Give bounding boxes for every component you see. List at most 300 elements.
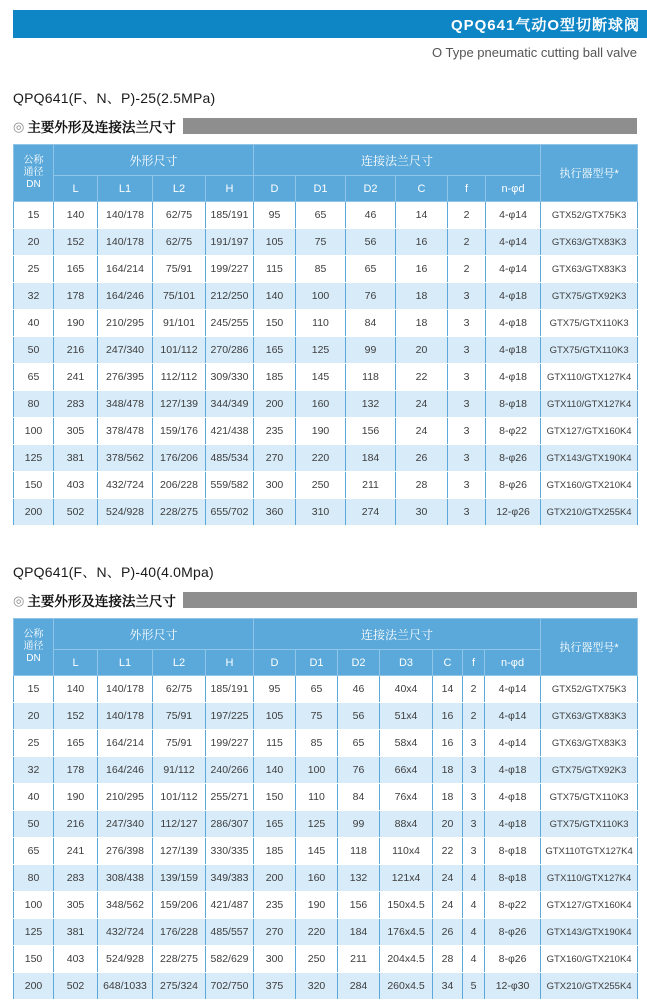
actuator-model-cell: GTX110/GTX127K4	[541, 364, 638, 391]
dn-cell: 65	[14, 838, 54, 865]
dimension-cell: 2	[463, 703, 485, 730]
dn-cell: 65	[14, 364, 54, 391]
dimension-cell: 3	[463, 730, 485, 757]
column-header-f: f	[448, 176, 486, 202]
dimension-cell: 204x4.5	[380, 946, 433, 973]
flange-dims-group-header: 连接法兰尺寸	[254, 145, 541, 176]
dimension-cell: 240/266	[206, 757, 254, 784]
dimension-cell: 76	[338, 757, 380, 784]
dimension-cell: 3	[448, 310, 486, 337]
dimension-cell: 4	[463, 892, 485, 919]
dn-cell: 125	[14, 445, 54, 472]
column-header-l2: L2	[153, 176, 206, 202]
dn-cell: 100	[14, 892, 54, 919]
column-header-d2: D2	[346, 176, 396, 202]
dimension-cell: 184	[338, 919, 380, 946]
table-row	[14, 892, 638, 919]
dn-cell: 32	[14, 283, 54, 310]
dimension-cell: 4-φ18	[485, 757, 541, 784]
dn-cell: 25	[14, 256, 54, 283]
dimension-cell: 378/562	[98, 445, 153, 472]
table-row	[14, 757, 638, 784]
dn-cell: 32	[14, 757, 54, 784]
dimension-cell: 140/178	[98, 229, 153, 256]
dimension-cell: 185	[254, 364, 296, 391]
dimension-cell: 3	[448, 499, 486, 526]
dimension-cell: 403	[54, 946, 98, 973]
page-subtitle: O Type pneumatic cutting ball valve	[432, 45, 637, 60]
dimension-cell: 12-φ26	[486, 499, 541, 526]
dn-cell: 150	[14, 472, 54, 499]
dimension-cell: 559/582	[206, 472, 254, 499]
dimension-cell: 485/557	[206, 919, 254, 946]
actuator-model-cell: GTX110/GTX127K4	[541, 865, 638, 892]
dimension-cell: 3	[448, 418, 486, 445]
dimension-cell: 165	[254, 337, 296, 364]
dimension-cell: 110	[296, 310, 346, 337]
dimension-cell: 247/340	[98, 811, 153, 838]
dimension-cell: 160	[296, 391, 346, 418]
dimension-cell: 199/227	[206, 730, 254, 757]
dimension-cell: 283	[54, 391, 98, 418]
dimension-cell: 152	[54, 229, 98, 256]
dimension-cell: 62/75	[153, 676, 206, 703]
dimension-cell: 46	[346, 202, 396, 229]
table-row	[14, 676, 638, 703]
dimension-cell: 16	[433, 703, 463, 730]
dimension-cell: 16	[396, 256, 448, 283]
column-header-c: C	[396, 176, 448, 202]
dimension-cell: 145	[296, 364, 346, 391]
dimension-cell: 58x4	[380, 730, 433, 757]
dimension-cell: 100	[296, 757, 338, 784]
dimension-cell: 360	[254, 499, 296, 526]
dimension-cell: 76	[346, 283, 396, 310]
table-row	[14, 202, 638, 229]
dimension-cell: 115	[254, 256, 296, 283]
dimension-cell: 4	[463, 919, 485, 946]
dimension-cell: 95	[254, 676, 296, 703]
dimension-cell: 4-φ14	[485, 703, 541, 730]
dimension-cell: 16	[396, 229, 448, 256]
dimension-cell: 3	[448, 283, 486, 310]
dn-cell: 200	[14, 499, 54, 526]
actuator-model-cell: GTX143/GTX190K4	[541, 445, 638, 472]
dimension-cell: 348/478	[98, 391, 153, 418]
column-header-h: H	[206, 650, 254, 676]
dimension-cell: 199/227	[206, 256, 254, 283]
dimension-cell: 286/307	[206, 811, 254, 838]
dimension-cell: 8-φ26	[486, 472, 541, 499]
column-header-l2: L2	[153, 650, 206, 676]
dn-cell: 20	[14, 703, 54, 730]
dimension-cell: 110x4	[380, 838, 433, 865]
dimension-cell: 127/139	[153, 838, 206, 865]
dimension-cell: 56	[338, 703, 380, 730]
dimension-cell: 30	[396, 499, 448, 526]
actuator-model-cell: GTX75/GTX92K3	[541, 283, 638, 310]
dimension-cell: 139/159	[153, 865, 206, 892]
dimension-cell: 648/1033	[98, 973, 153, 1000]
dimension-cell: 24	[396, 391, 448, 418]
dimension-cell: 211	[338, 946, 380, 973]
column-header-h: H	[206, 176, 254, 202]
dimension-cell: 381	[54, 919, 98, 946]
section-divider-bar	[183, 118, 637, 134]
actuator-model-cell: GTX210/GTX255K4	[541, 499, 638, 526]
column-header-d: D	[254, 176, 296, 202]
dimension-cell: 95	[254, 202, 296, 229]
section-label: 主要外形及连接法兰尺寸	[27, 120, 176, 135]
dimension-cell: 212/250	[206, 283, 254, 310]
table-row	[14, 229, 638, 256]
actuator-model-cell: GTX127/GTX160K4	[541, 418, 638, 445]
dimension-cell: 3	[448, 445, 486, 472]
dn-cell: 125	[14, 919, 54, 946]
dimension-cell: 220	[296, 445, 346, 472]
dimension-cell: 270	[254, 919, 296, 946]
dimension-cell: 8-φ26	[485, 919, 541, 946]
dimension-cell: 211	[346, 472, 396, 499]
model-heading-pn25: QPQ641(F、N、P)-25(2.5MPa)	[13, 90, 216, 106]
table-row	[14, 838, 638, 865]
actuator-model-cell: GTX52/GTX75K3	[541, 676, 638, 703]
bullet-icon: ◎	[13, 592, 25, 608]
dimension-cell: 140/178	[98, 703, 153, 730]
dn-cell: 15	[14, 202, 54, 229]
dimension-cell: 24	[396, 418, 448, 445]
dimension-cell: 20	[433, 811, 463, 838]
dimension-cell: 51x4	[380, 703, 433, 730]
dimension-cell: 4-φ18	[486, 364, 541, 391]
table-row	[14, 784, 638, 811]
dn-cell: 100	[14, 418, 54, 445]
table-row	[14, 499, 638, 526]
dimension-cell: 3	[448, 472, 486, 499]
table-row	[14, 445, 638, 472]
dimension-cell: 197/225	[206, 703, 254, 730]
dn-cell: 80	[14, 391, 54, 418]
dimension-cell: 284	[338, 973, 380, 1000]
dn-cell: 25	[14, 730, 54, 757]
dimension-cell: 65	[338, 730, 380, 757]
table-row	[14, 811, 638, 838]
dimension-cell: 76x4	[380, 784, 433, 811]
dimension-cell: 247/340	[98, 337, 153, 364]
dimension-cell: 8-φ18	[485, 865, 541, 892]
actuator-model-cell: GTX63/GTX83K3	[541, 256, 638, 283]
dimension-cell: 75/91	[153, 256, 206, 283]
dimension-cell: 14	[433, 676, 463, 703]
dimension-cell: 330/335	[206, 838, 254, 865]
dimension-cell: 125	[296, 337, 346, 364]
column-header-l1: L1	[98, 650, 153, 676]
dimension-cell: 206/228	[153, 472, 206, 499]
actuator-model-header: 执行器型号*	[541, 619, 638, 676]
dimension-cell: 88x4	[380, 811, 433, 838]
outline-dims-group-header: 外形尺寸	[54, 145, 254, 176]
dimension-cell: 152	[54, 703, 98, 730]
dimension-cell: 8-φ18	[485, 838, 541, 865]
dimension-cell: 164/246	[98, 757, 153, 784]
dimension-cell: 118	[346, 364, 396, 391]
dimension-cell: 184	[346, 445, 396, 472]
dimension-cell: 3	[448, 391, 486, 418]
dimension-cell: 2	[448, 202, 486, 229]
dimension-cell: 348/562	[98, 892, 153, 919]
dimensions-table-pn25	[13, 144, 638, 526]
dn-cell: 80	[14, 865, 54, 892]
dimension-cell: 34	[433, 973, 463, 1000]
dimension-cell: 26	[396, 445, 448, 472]
dimension-cell: 502	[54, 973, 98, 1000]
dimension-cell: 12-φ30	[485, 973, 541, 1000]
column-header-n-φd: n-φd	[486, 176, 541, 202]
actuator-model-cell: GTX75/GTX110K3	[541, 784, 638, 811]
table-row	[14, 283, 638, 310]
dimensions-table-pn40	[13, 618, 638, 1000]
dimension-cell: 56	[346, 229, 396, 256]
actuator-model-cell: GTX75/GTX110K3	[541, 811, 638, 838]
dimension-cell: 99	[338, 811, 380, 838]
dimension-cell: 305	[54, 892, 98, 919]
dimension-cell: 91/112	[153, 757, 206, 784]
dimension-cell: 300	[254, 472, 296, 499]
dimension-cell: 178	[54, 283, 98, 310]
dimension-cell: 524/928	[98, 946, 153, 973]
dimension-cell: 65	[296, 202, 346, 229]
table-row	[14, 256, 638, 283]
dimension-cell: 121x4	[380, 865, 433, 892]
section-bar-pn25	[13, 116, 637, 136]
dimension-cell: 582/629	[206, 946, 254, 973]
column-header-d3: D3	[380, 650, 433, 676]
dimension-cell: 485/534	[206, 445, 254, 472]
dimension-cell: 344/349	[206, 391, 254, 418]
dimension-cell: 432/724	[98, 919, 153, 946]
dimension-cell: 118	[338, 838, 380, 865]
dimension-cell: 176/206	[153, 445, 206, 472]
dimension-cell: 190	[54, 310, 98, 337]
dimension-cell: 228/275	[153, 499, 206, 526]
dimension-cell: 110	[296, 784, 338, 811]
actuator-model-cell: GTX52/GTX75K3	[541, 202, 638, 229]
dimension-cell: 210/295	[98, 310, 153, 337]
dn-cell: 50	[14, 811, 54, 838]
dimension-cell: 24	[433, 892, 463, 919]
dimension-cell: 156	[346, 418, 396, 445]
dimension-cell: 112/112	[153, 364, 206, 391]
dimension-cell: 8-φ22	[486, 418, 541, 445]
dimension-cell: 655/702	[206, 499, 254, 526]
dimension-cell: 150x4.5	[380, 892, 433, 919]
dimension-cell: 305	[54, 418, 98, 445]
dimension-cell: 16	[433, 730, 463, 757]
dimension-cell: 22	[396, 364, 448, 391]
dimension-cell: 62/75	[153, 202, 206, 229]
column-header-d1: D1	[296, 650, 338, 676]
dimension-cell: 62/75	[153, 229, 206, 256]
dimension-cell: 140	[254, 757, 296, 784]
dimension-cell: 375	[254, 973, 296, 1000]
dimension-cell: 4-φ14	[485, 730, 541, 757]
dimension-cell: 100	[296, 283, 346, 310]
dimension-cell: 421/487	[206, 892, 254, 919]
dimension-cell: 105	[254, 229, 296, 256]
dimension-cell: 200	[254, 865, 296, 892]
dimension-cell: 309/330	[206, 364, 254, 391]
actuator-model-cell: GTX75/GTX92K3	[541, 757, 638, 784]
dimension-cell: 276/395	[98, 364, 153, 391]
dimension-cell: 270	[254, 445, 296, 472]
dimension-cell: 270/286	[206, 337, 254, 364]
dimension-cell: 66x4	[380, 757, 433, 784]
bullet-icon: ◎	[13, 118, 25, 134]
dimension-cell: 250	[296, 946, 338, 973]
dimension-cell: 190	[296, 418, 346, 445]
dimension-cell: 3	[448, 364, 486, 391]
dimension-cell: 164/246	[98, 283, 153, 310]
dimension-cell: 26	[433, 919, 463, 946]
dn-cell: 50	[14, 337, 54, 364]
dimension-cell: 75/91	[153, 730, 206, 757]
model-heading-pn40: QPQ641(F、N、P)-40(4.0Mpa)	[13, 564, 214, 580]
dimension-cell: 145	[296, 838, 338, 865]
dimension-cell: 241	[54, 364, 98, 391]
dimension-cell: 216	[54, 811, 98, 838]
dimension-cell: 524/928	[98, 499, 153, 526]
dimension-cell: 432/724	[98, 472, 153, 499]
actuator-model-cell: GTX143/GTX190K4	[541, 919, 638, 946]
dimension-cell: 176/228	[153, 919, 206, 946]
dimension-cell: 28	[396, 472, 448, 499]
table-row	[14, 472, 638, 499]
table-row	[14, 946, 638, 973]
dimension-cell: 140/178	[98, 676, 153, 703]
dimension-cell: 165	[54, 730, 98, 757]
dimension-cell: 101/112	[153, 784, 206, 811]
actuator-model-header: 执行器型号*	[541, 145, 638, 202]
dimension-cell: 308/438	[98, 865, 153, 892]
dimension-cell: 8-φ22	[485, 892, 541, 919]
dimension-cell: 3	[448, 337, 486, 364]
dn-column-header: 公称 通径 DN	[14, 619, 54, 676]
column-header-d2: D2	[338, 650, 380, 676]
page-title: QPQ641气动O型切断球阀	[450, 16, 640, 34]
dimension-cell: 260x4.5	[380, 973, 433, 1000]
dimension-cell: 191/197	[206, 229, 254, 256]
column-header-l: L	[54, 650, 98, 676]
actuator-model-cell: GTX63/GTX83K3	[541, 229, 638, 256]
dimension-cell: 40x4	[380, 676, 433, 703]
dimension-cell: 159/206	[153, 892, 206, 919]
dimension-cell: 3	[463, 757, 485, 784]
dimension-cell: 3	[463, 838, 485, 865]
dimension-cell: 4-φ18	[486, 283, 541, 310]
dimension-cell: 150	[254, 784, 296, 811]
dimension-cell: 140	[54, 676, 98, 703]
dimension-cell: 4-φ14	[486, 256, 541, 283]
dimension-cell: 75/91	[153, 703, 206, 730]
column-header-d: D	[254, 650, 296, 676]
dimension-cell: 18	[433, 757, 463, 784]
dimension-cell: 140	[54, 202, 98, 229]
actuator-model-cell: GTX110/GTX127K4	[541, 391, 638, 418]
actuator-model-cell: GTX110TGTX127K4	[541, 838, 638, 865]
dimension-cell: 235	[254, 892, 296, 919]
dimension-cell: 112/127	[153, 811, 206, 838]
dn-cell: 40	[14, 784, 54, 811]
dimension-cell: 2	[463, 676, 485, 703]
dimension-cell: 250	[296, 472, 346, 499]
dimension-cell: 245/255	[206, 310, 254, 337]
dimension-cell: 8-φ26	[485, 946, 541, 973]
dimension-cell: 140	[254, 283, 296, 310]
dimension-cell: 2	[448, 256, 486, 283]
dimension-cell: 22	[433, 838, 463, 865]
dimension-cell: 275/324	[153, 973, 206, 1000]
table-row	[14, 337, 638, 364]
dimension-cell: 65	[296, 676, 338, 703]
section-label: 主要外形及连接法兰尺寸	[27, 594, 176, 609]
dimension-cell: 101/112	[153, 337, 206, 364]
dimension-cell: 4-φ18	[485, 784, 541, 811]
dimension-cell: 4-φ14	[486, 202, 541, 229]
table-row	[14, 703, 638, 730]
outline-dims-group-header: 外形尺寸	[54, 619, 254, 650]
dimension-cell: 310	[296, 499, 346, 526]
dimension-cell: 28	[433, 946, 463, 973]
dimension-cell: 99	[346, 337, 396, 364]
dimension-cell: 125	[296, 811, 338, 838]
dimension-cell: 403	[54, 472, 98, 499]
dimension-cell: 65	[346, 256, 396, 283]
dimension-cell: 164/214	[98, 256, 153, 283]
dimension-cell: 4-φ18	[486, 337, 541, 364]
actuator-model-cell: GTX210/GTX255K4	[541, 973, 638, 1000]
dimension-cell: 2	[448, 229, 486, 256]
dimension-cell: 132	[338, 865, 380, 892]
dimension-cell: 276/398	[98, 838, 153, 865]
dimension-cell: 4-φ14	[485, 676, 541, 703]
dimension-cell: 164/214	[98, 730, 153, 757]
section-bar-pn40	[13, 590, 637, 610]
dimension-cell: 84	[338, 784, 380, 811]
table-row	[14, 865, 638, 892]
table-row	[14, 364, 638, 391]
table-row	[14, 730, 638, 757]
dn-cell: 200	[14, 973, 54, 1000]
dimension-cell: 185/191	[206, 676, 254, 703]
dimension-cell: 46	[338, 676, 380, 703]
dimension-cell: 159/176	[153, 418, 206, 445]
column-header-n-φd: n-φd	[485, 650, 541, 676]
dimension-cell: 241	[54, 838, 98, 865]
dimension-cell: 300	[254, 946, 296, 973]
actuator-model-cell: GTX127/GTX160K4	[541, 892, 638, 919]
column-header-c: C	[433, 650, 463, 676]
dimension-cell: 378/478	[98, 418, 153, 445]
dn-cell: 40	[14, 310, 54, 337]
flange-dims-group-header: 连接法兰尺寸	[254, 619, 541, 650]
actuator-model-cell: GTX160/GTX210K4	[541, 946, 638, 973]
dimension-cell: 502	[54, 499, 98, 526]
dimension-cell: 185	[254, 838, 296, 865]
dimension-cell: 127/139	[153, 391, 206, 418]
dimension-cell: 3	[463, 811, 485, 838]
actuator-model-cell: GTX63/GTX83K3	[541, 730, 638, 757]
column-header-d1: D1	[296, 176, 346, 202]
